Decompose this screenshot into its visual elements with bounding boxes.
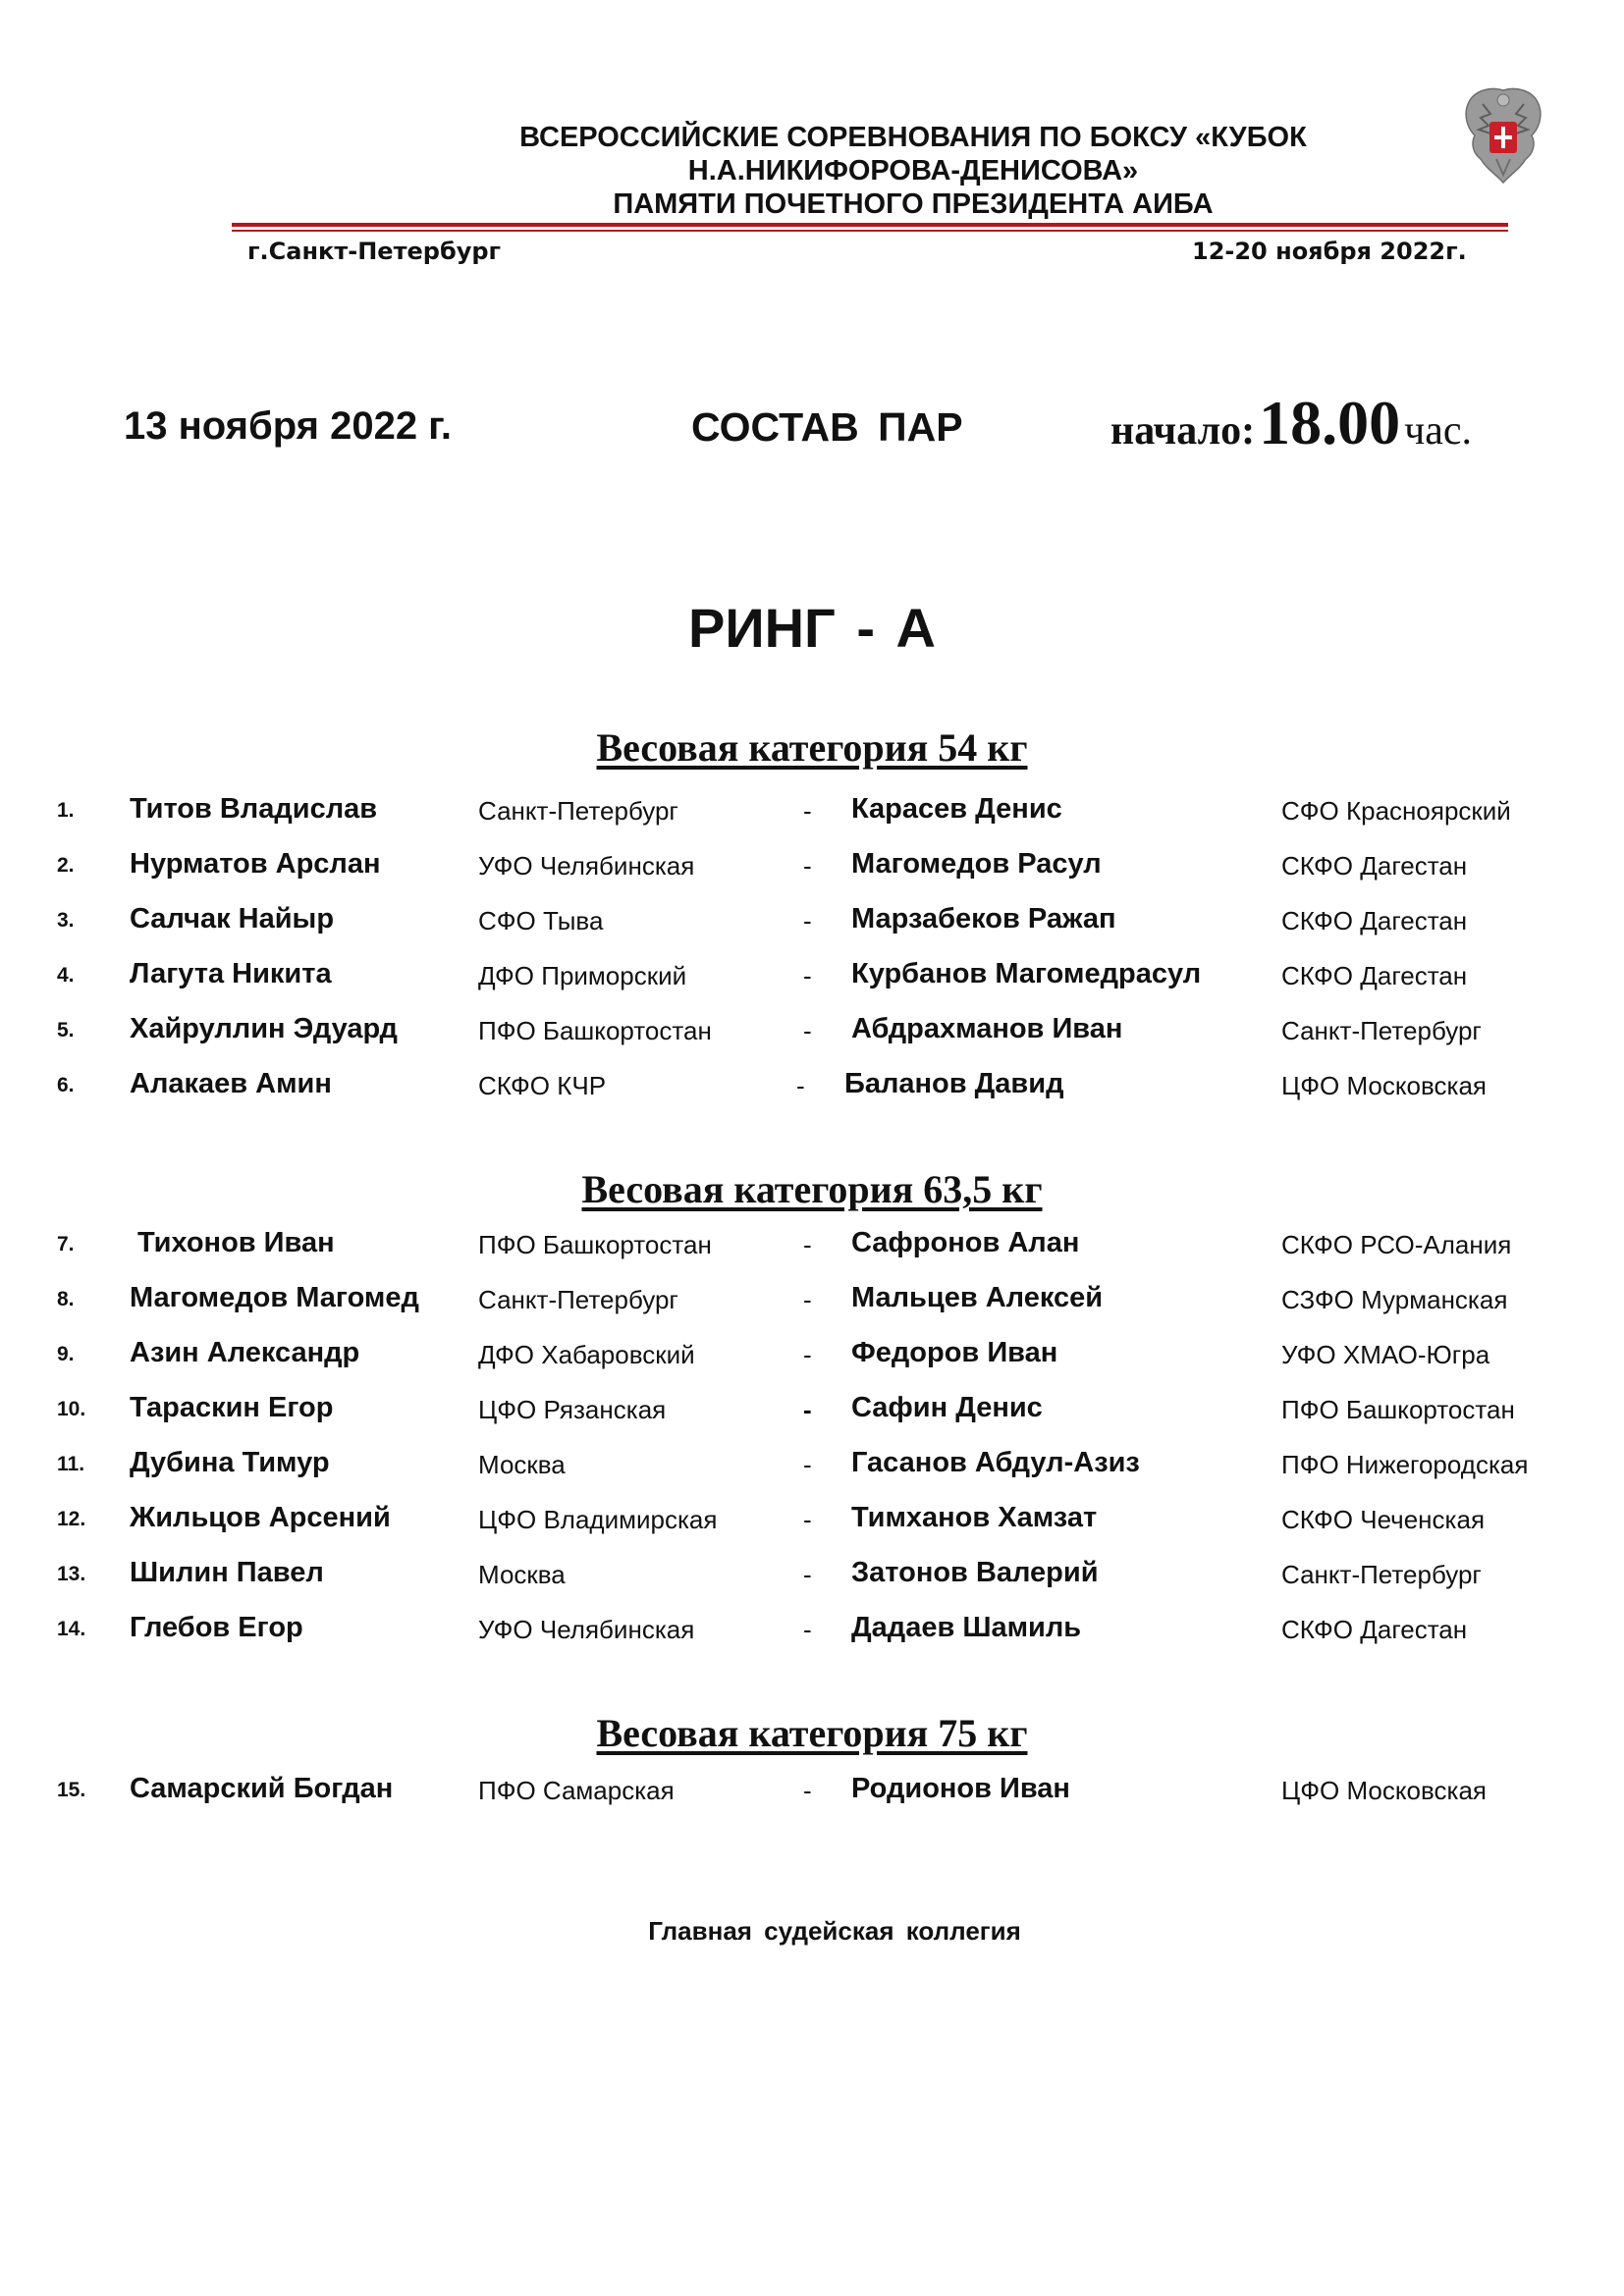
session-date: 13 ноября 2022 г. xyxy=(124,404,452,448)
versus-dash: - xyxy=(803,1230,812,1259)
bout-number: 12. xyxy=(57,1508,86,1530)
header-rule-thin xyxy=(232,230,1508,232)
versus-dash: - xyxy=(803,796,812,826)
boxer-blue-name: Федоров Иван xyxy=(851,1337,1058,1368)
boxer-blue-name: Абдрахманов Иван xyxy=(851,1013,1123,1044)
versus-dash: - xyxy=(803,1016,812,1045)
boxer-blue-region: СКФО Дагестан xyxy=(1281,906,1468,935)
boxer-blue-region: Санкт-Петербург xyxy=(1281,1016,1482,1045)
ring-title: РИНГ - А xyxy=(688,597,936,659)
boxer-red-name: Нурматов Арслан xyxy=(130,848,381,880)
bout-row xyxy=(0,1068,1624,1107)
versus-dash: - xyxy=(803,1450,812,1479)
boxer-red-region: ДФО Хабаровский xyxy=(478,1340,695,1369)
boxer-blue-name: Родионов Иван xyxy=(851,1773,1070,1804)
bout-number: 11. xyxy=(57,1453,85,1475)
versus-dash: - xyxy=(803,1615,812,1644)
bout-row xyxy=(0,903,1624,942)
boxer-blue-region: СЗФО Мурманская xyxy=(1281,1285,1508,1314)
boxer-red-region: Санкт-Петербург xyxy=(478,796,678,826)
boxer-red-region: ПФО Башкортостан xyxy=(478,1230,712,1259)
boxer-red-region: Москва xyxy=(478,1450,566,1479)
boxer-blue-name: Баланов Давид xyxy=(844,1068,1064,1099)
boxer-red-name: Тараскин Егор xyxy=(130,1392,334,1423)
bout-number: 3. xyxy=(57,909,75,932)
boxer-blue-region: ПФО Башкортостан xyxy=(1281,1395,1515,1424)
boxer-red-name: Алакаев Амин xyxy=(130,1068,332,1099)
boxer-blue-name: Тимханов Хамзат xyxy=(851,1502,1098,1533)
boxer-blue-region: УФО ХМАО-Югра xyxy=(1281,1340,1490,1369)
boxer-blue-region: СКФО Дагестан xyxy=(1281,851,1468,881)
versus-dash: - xyxy=(803,851,812,881)
boxer-red-region: СФО Тыва xyxy=(478,906,604,935)
bout-row xyxy=(0,1013,1624,1052)
bout-row xyxy=(0,1282,1624,1321)
boxer-blue-region: Санкт-Петербург xyxy=(1281,1560,1482,1589)
boxer-red-name: Титов Владислав xyxy=(130,793,378,825)
boxer-blue-name: Мальцев Алексей xyxy=(851,1282,1104,1313)
boxer-blue-region: СКФО Чеченская xyxy=(1281,1505,1486,1534)
weight-category-title: Весовая категория 75 кг xyxy=(596,1711,1028,1755)
bout-number: 13. xyxy=(57,1563,86,1585)
bout-number: 2. xyxy=(57,854,75,877)
boxer-blue-name: Сафин Денис xyxy=(851,1392,1043,1423)
boxer-red-name: Азин Александр xyxy=(130,1337,360,1368)
boxer-blue-name: Дадаев Шамиль xyxy=(851,1612,1082,1643)
start-unit: час. xyxy=(1404,408,1473,454)
boxer-blue-name: Курбанов Магомедрасул xyxy=(851,958,1202,989)
bout-row xyxy=(0,1502,1624,1541)
boxer-red-name: Глебов Егор xyxy=(130,1612,303,1643)
boxer-red-region: ЦФО Владимирская xyxy=(478,1505,718,1534)
boxer-blue-name: Марзабеков Ражап xyxy=(851,903,1116,934)
bout-number: 1. xyxy=(57,799,75,822)
weight-category-title: Весовая категория 63,5 кг xyxy=(581,1167,1043,1211)
boxer-red-name: Шилин Павел xyxy=(130,1557,324,1588)
boxer-red-name: Дубина Тимур xyxy=(130,1447,330,1478)
boxer-red-name: Магомедов Магомед xyxy=(130,1282,419,1313)
start-time: 18.00 xyxy=(1259,388,1401,457)
boxer-red-name: Хайруллин Эдуард xyxy=(130,1013,398,1044)
boxer-blue-name: Сафронов Алан xyxy=(851,1227,1080,1258)
versus-dash: - xyxy=(803,1560,812,1589)
boxer-blue-name: Магомедов Расул xyxy=(851,848,1102,880)
bout-row xyxy=(0,1392,1624,1431)
event-title-line-2: Н.А.НИКИФОРОВА-ДЕНИСОВА» xyxy=(687,155,1139,187)
versus-dash: - xyxy=(803,1340,812,1369)
bout-row xyxy=(0,958,1624,997)
event-dates: 12-20 ноября 2022г. xyxy=(1192,238,1467,265)
versus-dash: - xyxy=(803,1776,812,1805)
boxer-blue-region: СКФО Дагестан xyxy=(1281,961,1468,990)
event-title-line-3: ПАМЯТИ ПОЧЕТНОГО ПРЕЗИДЕНТА АИБА xyxy=(613,188,1214,220)
boxer-red-region: Санкт-Петербург xyxy=(478,1285,678,1314)
boxer-red-region: СКФО КЧР xyxy=(478,1071,607,1100)
bout-number: 9. xyxy=(57,1343,75,1365)
bout-number: 14. xyxy=(57,1618,86,1640)
bout-number: 10. xyxy=(57,1398,86,1420)
boxer-blue-region: ПФО Нижегородская xyxy=(1281,1450,1529,1479)
bout-row xyxy=(0,1447,1624,1486)
session-start xyxy=(1110,387,1472,459)
boxer-red-region: ПФО Самарская xyxy=(478,1776,675,1805)
boxer-red-name: Тихонов Иван xyxy=(137,1227,335,1258)
bout-row xyxy=(0,1227,1624,1266)
bout-row xyxy=(0,848,1624,887)
boxer-blue-name: Затонов Валерий xyxy=(851,1557,1099,1588)
boxer-red-name: Жильцов Арсений xyxy=(130,1502,391,1533)
event-title-line-1: ВСЕРОССИЙСКИЕ СОРЕВНОВАНИЯ ПО БОКСУ «КУБОК xyxy=(519,122,1307,153)
bout-number: 7. xyxy=(57,1233,75,1255)
chief-judges-signature: Главная судейская коллегия xyxy=(648,1916,1021,1946)
boxer-red-name: Самарский Богдан xyxy=(130,1773,394,1804)
boxer-red-region: ПФО Башкортостан xyxy=(478,1016,712,1045)
versus-dash: - xyxy=(803,1285,812,1314)
bout-row xyxy=(0,1557,1624,1596)
boxer-blue-region: ЦФО Московская xyxy=(1281,1776,1487,1805)
boxer-red-region: Москва xyxy=(478,1560,566,1589)
boxer-blue-name: Гасанов Абдул-Азиз xyxy=(851,1447,1140,1478)
versus-dash: - xyxy=(796,1071,805,1100)
bout-row xyxy=(0,1773,1624,1812)
boxer-blue-region: СФО Красноярский xyxy=(1281,796,1511,826)
versus-dash: - xyxy=(803,906,812,935)
boxer-red-region: ДФО Приморский xyxy=(478,961,687,990)
versus-dash: - xyxy=(803,1505,812,1534)
versus-dash: - xyxy=(803,1395,812,1424)
boxer-red-name: Салчак Найыр xyxy=(130,903,335,934)
bout-row xyxy=(0,1612,1624,1651)
bout-number: 5. xyxy=(57,1019,75,1041)
bout-row xyxy=(0,793,1624,832)
versus-dash: - xyxy=(803,961,812,990)
session-title: СОСТАВ ПАР xyxy=(691,404,963,450)
boxer-red-region: УФО Челябинская xyxy=(478,851,695,881)
boxer-red-region: ЦФО Рязанская xyxy=(478,1395,667,1424)
boxer-red-name: Лагута Никита xyxy=(130,958,332,989)
bout-number: 4. xyxy=(57,964,75,987)
boxer-blue-name: Карасев Денис xyxy=(851,793,1062,825)
boxer-red-region: УФО Челябинская xyxy=(478,1615,695,1644)
boxer-blue-region: ЦФО Московская xyxy=(1281,1071,1487,1100)
weight-category-title: Весовая категория 54 кг xyxy=(596,725,1028,770)
boxer-blue-region: СКФО Дагестан xyxy=(1281,1615,1468,1644)
header-rule-thick xyxy=(232,223,1508,227)
federation-emblem-icon xyxy=(1461,84,1545,187)
boxer-blue-region: СКФО РСО-Алания xyxy=(1281,1230,1512,1259)
bout-number: 15. xyxy=(57,1779,86,1801)
bout-number: 6. xyxy=(57,1074,75,1096)
bout-number: 8. xyxy=(57,1288,75,1310)
bout-row xyxy=(0,1337,1624,1376)
start-label: начало: xyxy=(1110,408,1256,454)
event-city: г.Санкт-Петербург xyxy=(247,238,502,265)
